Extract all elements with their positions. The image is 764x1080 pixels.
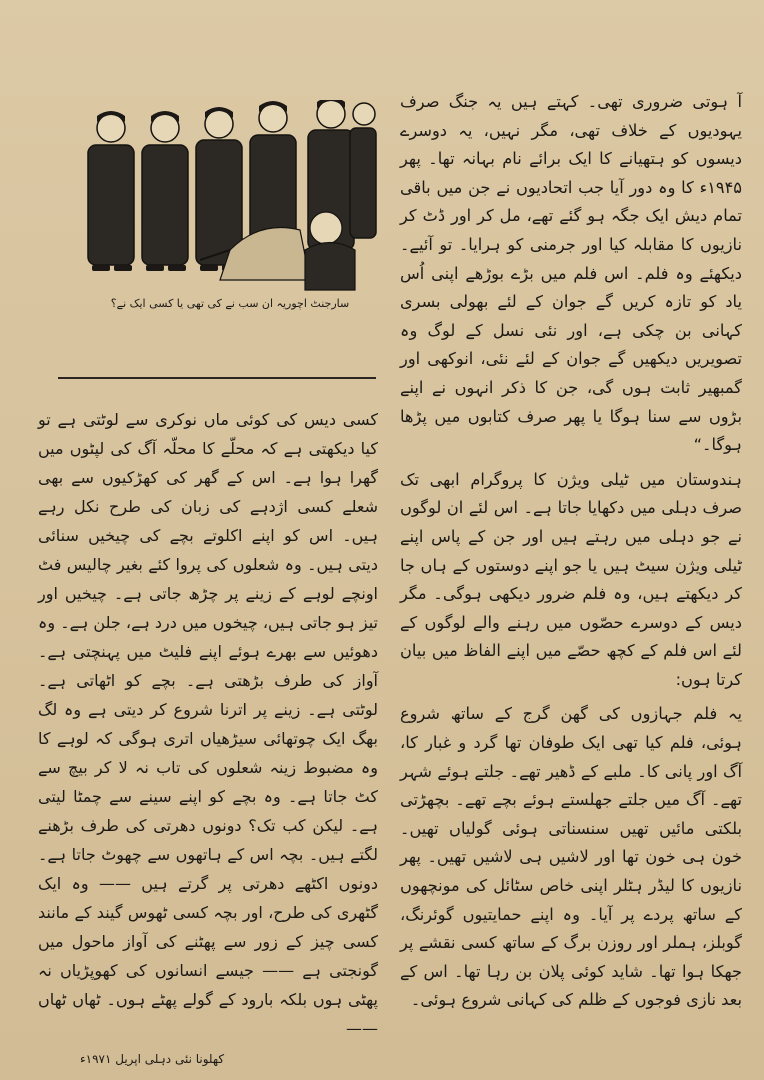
page-footer: کھلونا نئی دہلی اپریل ۱۹۷۱ء: [80, 1052, 225, 1066]
right-column: [400, 88, 742, 1015]
right-paragraph-1: آ ہوتی ضروری تھی۔ کہتے ہیں یہ جنگ صرف یہودیوں کے خلاف تھی، مگر نہیں، یہ دوسرے دیسوں کو ہتھیانے کا ایک برائے نام بہانہ تھا۔ پھر ۱۹۴۵ء کا وہ دور آیا جب اتحادیوں نے جن میں باقی تمام دیش ایک جگہ ہو گئے تھے، مل کر اور ڈٹ کر نازیوں کا مقابلہ کیا اور جرمنی کو ہرایا۔ تو آئیے۔ دیکھئے وہ فلم۔ اس فلم میں بڑے بوڑھے اپنی اُس یاد کو تازہ کریں گے جوان کے لئے بھولی بسری کہانی بن چکی ہے، اور نئی نسل کے لوگ وہ تصویریں دیکھیں گے جوان کے لئے نئی، انوکھی اور گمبھیر ثابت ہوں گی، جن کا ذکر انہوں نے اپنے بڑوں سے سنا ہوگا یا پھر صرف کتابوں میں پڑھا ہوگا۔“: [400, 92, 742, 455]
cartoon-illustration: [80, 100, 380, 295]
left-column: [38, 405, 378, 1043]
left-paragraph-1: کسی دیس کی کوئی ماں نوکری سے لوٹتی ہے تو کیا دیکھتی ہے کہ محلّے کا محلّہ آگ کی لپٹوں میں گھرا ہوا ہے۔ اس کے گھر کی کھڑکیوں سے بھی شعلے کسی اژدہے کی زبان کی طرح نکل رہے ہیں۔ اس کو اپنے اکلوتے بچے کی چیخیں سنائی دیتی ہیں۔ وہ شعلوں کی پروا کئے بغیر چالیس فٹ اونچے لوہے کے زینے پر چڑھ جاتی ہے۔ چیخیں اور تیز ہو جاتی ہیں، چیخوں میں درد ہے، جلن ہے۔ وہ دھوئیں سے بھرے ہوئے اپنے فلیٹ میں پہنچتی ہے۔ آواز کی طرف بڑھتی ہے۔ بچے کو اٹھاتی ہے۔ لوٹتی ہے۔ زینے پر اترنا شروع کر دیتی ہے وہ لگ بھگ ایک چوتھائی سیڑھیاں اتری ہوگی کہ لوہے کا وہ مضبوط زینہ شعلوں کی تاب نہ لا کر بیچ سے کٹ جاتا ہے۔ وہ بچے کو اپنے سینے سے چمٹا لیتی ہے۔ لیکن کب تک؟ دونوں دھرتی کی طرف بڑھنے لگتے ہیں۔ بچہ اس کے ہاتھوں سے چھوٹ جاتا ہے۔ دونوں اکٹھے دھرتی پر گرتے ہیں —— وہ ایک گٹھری کی طرح، اور بچہ کسی ٹھوس گیند کے مانند کسی چیز کے زور سے پھٹنے کی آواز ماحول میں گونجتی ہے —— جیسے انسانوں کی کھوپڑیاں نہ پھٹی ہوں بلکہ بارود کے گولے پھٹے ہوں۔ ٹھاں ٹھاں ——: [38, 410, 378, 1038]
right-paragraph-3: یہ فلم جہازوں کی گھن گرج کے ساتھ شروع ہوئی، فلم کیا تھی ایک طوفان تھا گرد و غبار کا، آگ اور پانی کا۔ ملبے کے ڈھیر تھے۔ جلتے ہوئے شہر تھے۔ آگ میں جلتے جھلستے ہوئے بچے تھے۔ بچھڑتی بلکتی مائیں تھیں سنسناتی ہوئی گولیاں تھیں۔ خون ہی خون تھا اور لاشیں ہی لاشیں تھیں۔ پھر نازیوں کا لیڈر ہٹلر اپنی خاص سٹائل کی مونچھوں کے ساتھ پردے پر آیا۔ وہ اپنے حمایتیوں گوئرنگ، گوبلز، ہملر اور روزن برگ کے ساتھ کسی نقشے پر جھکا ہوا تھا۔ شاید کوئی پلان بن رہا تھا۔ اس کے بعد نازی فوجوں کے ظلم کی کہانی شروع ہوئی۔: [400, 704, 742, 1010]
cartoon-caption: سارجنٹ اچوریہ ان سب نے کی تھی یا کسی ایک نے؟: [110, 297, 350, 310]
section-divider: [58, 377, 376, 379]
right-paragraph-2: ہندوستان میں ٹیلی ویژن کا پروگرام ابھی تک صرف دہلی میں دکھایا جاتا ہے۔ اس لئے ان لوگوں نے جو دہلی میں رہتے ہیں اور جن کے پاس اپنے ٹیلی ویژن سیٹ ہیں یا جو اپنے دوستوں کے ہاں جا کر دیکھتے ہیں، وہ فلم ضرور دیکھی ہوگی۔ مگر دیس کے دوسرے حصّوں میں رہنے والے لوگوں کے لئے اس فلم کے کچھ حصّے میں اپنے الفاظ میں بیان کرتا ہوں:: [400, 469, 742, 689]
